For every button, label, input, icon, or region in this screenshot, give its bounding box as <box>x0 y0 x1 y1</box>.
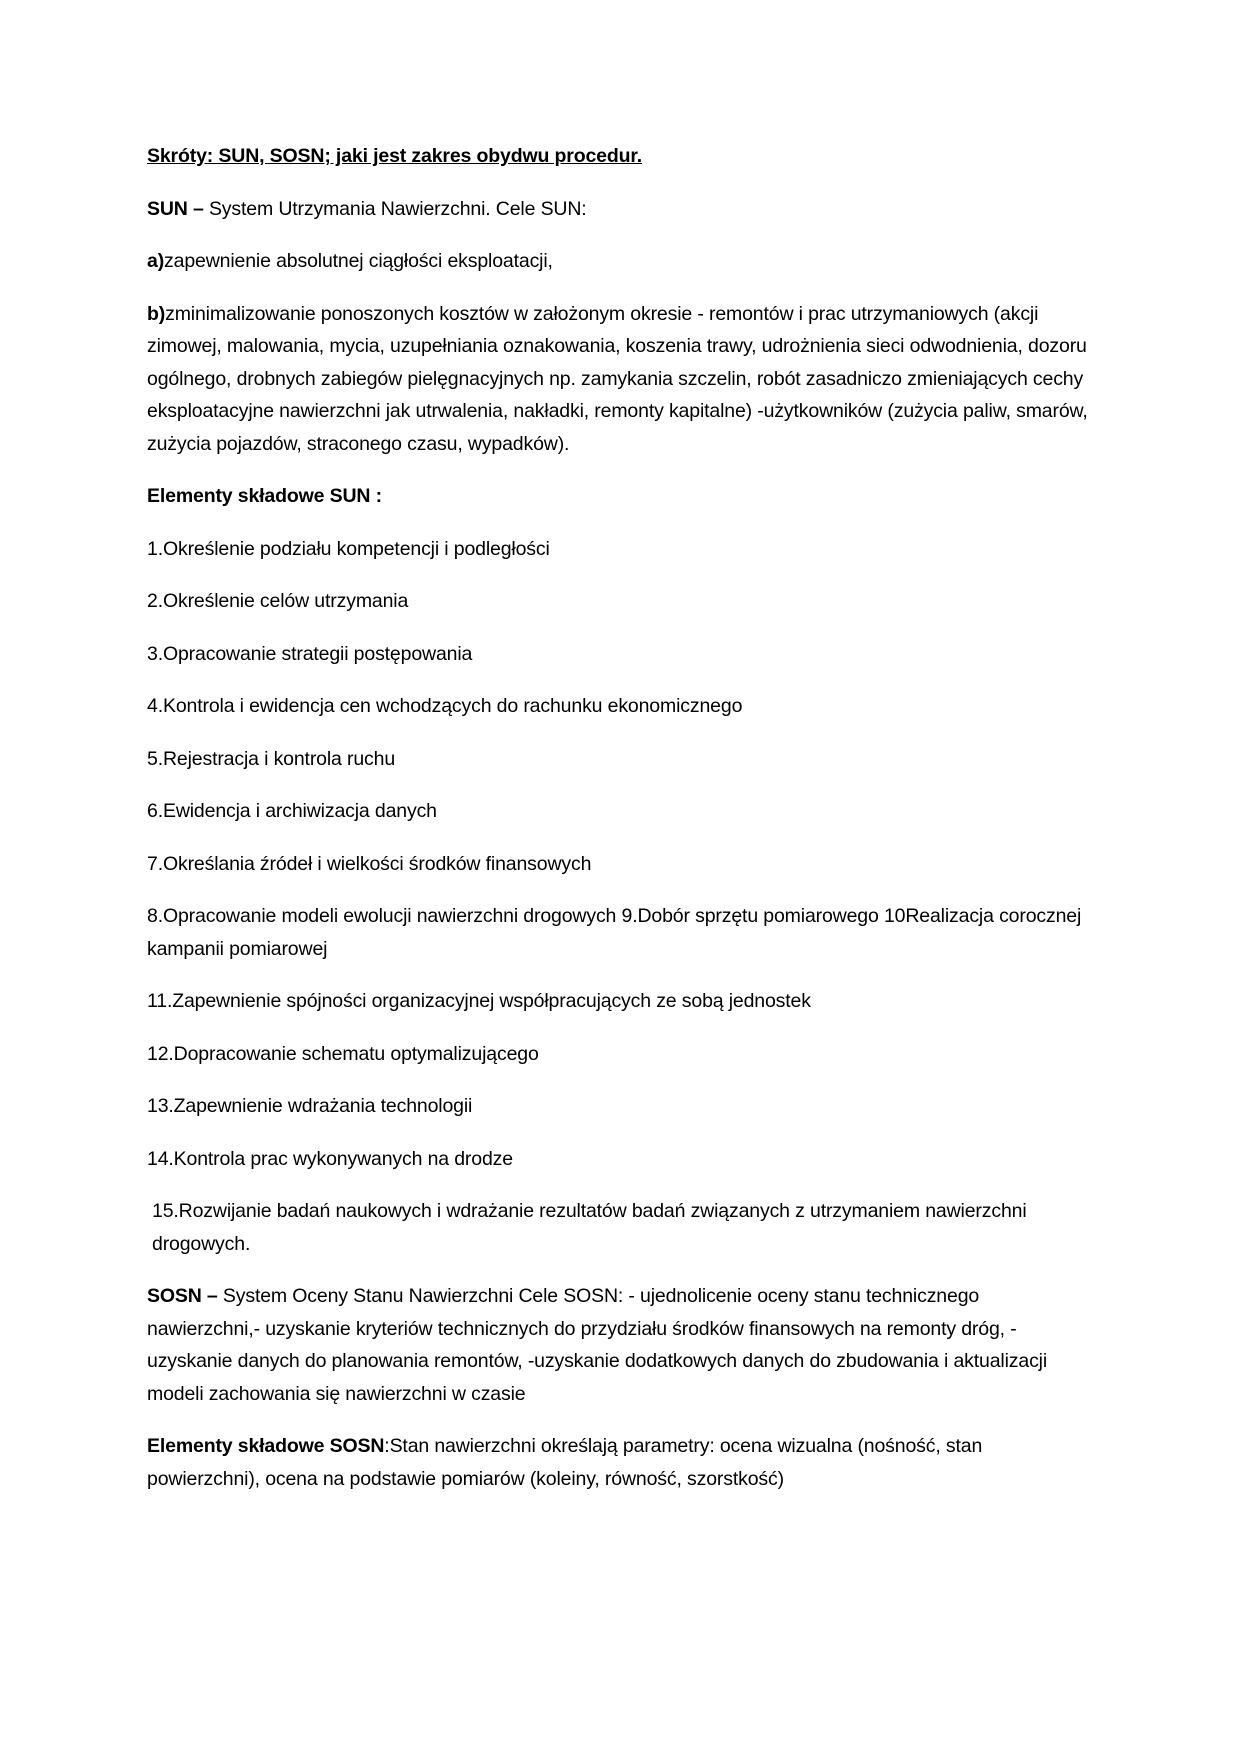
sun-element-item: 7.Określania źródeł i wielkości środków finansowych <box>147 852 592 875</box>
sosn-intro-paragraph <box>147 1280 1097 1410</box>
sun-element-item: 15.Rozwijanie badań naukowych i wdrażanie rezultatów badań związanych z utrzymaniem nawierzchni drogowych. <box>152 1200 1027 1255</box>
sun-element-item: 11.Zapewnienie spójności organizacyjnej współpracujących ze sobą jednostek <box>147 990 811 1012</box>
goal-b-text: zminimalizowanie ponoszonych kosztów w założonym okresie - remontów i prac utrzymaniowych (akcji zimowej, malowania, mycia, uzupełniania oznakowania, koszenia trawy, udrożnienia sieci odwodnienia, dozoru ogólnego, drobnych zabiegów pielęgnacyjnych np. zamykania szczelin, robót zasadniczo zmieniających cechy eksploatacyjne nawierzchni jak utrwalenia, nakładki, remonty kapitalne) -użytkowników (zużycia paliw, smarów, zużycia pojazdów, straconego czasu, wypadków). <box>147 302 1088 455</box>
document-page <box>147 140 1097 1515</box>
sun-element-item: 5.Rejestracja i kontrola ruchu <box>147 747 396 770</box>
sosn-elements-text: :Stan nawierzchni określają parametry: ocena wizualna (nośność, stan powierzchni), ocena na podstawie pomiarów (koleiny, równość, szorstkość) <box>147 1435 983 1490</box>
sun-elements-heading-label: Elementy składowe SUN <box>147 485 371 507</box>
sun-element-item: 14.Kontrola prac wykonywanych na drodze <box>147 1147 513 1170</box>
goal-a-text: zapewnienie absolutnej ciągłości eksploatacji, <box>164 250 553 272</box>
sun-intro-paragraph <box>147 193 1097 226</box>
sun-element-item: 1.Określenie podziału kompetencji i podległości <box>147 537 550 560</box>
sun-intro-text: System Utrzymania Nawierzchni. Cele SUN: <box>203 197 587 220</box>
goal-a-label: a) <box>147 250 165 272</box>
sun-element-item: 2.Określenie celów utrzymania <box>147 590 409 612</box>
sun-element-item: 12.Dopracowanie schematu optymalizującego <box>147 1042 539 1065</box>
goal-b-label: b) <box>147 302 166 325</box>
goal-b-paragraph <box>147 298 1097 461</box>
document-title: Skróty: SUN, SOSN; jaki jest zakres obydwu procedur. <box>147 145 643 167</box>
sun-elements-heading <box>147 480 1097 513</box>
sun-element-item: 6.Ewidencja i archiwizacja danych <box>147 800 437 822</box>
sosn-intro-text: System Oceny Stanu Nawierzchni Cele SOSN: - ujednolicenie oceny stanu technicznego nawierzchni,- uzyskanie kryteriów technicznych do przydziału środków finansowych na remonty dróg, -uzyskanie danych do planowania remontów, -uzyskanie dodatkowych danych do zbudowania i aktualizacji modeli zachowania się nawierzchni w czasie <box>147 1285 1048 1405</box>
sun-element-item: 8.Opracowanie modeli ewolucji nawierzchni drogowych 9.Dobór sprzętu pomiarowego 10Realizacja corocznej kampanii pomiarowej <box>147 905 1082 960</box>
goal-a-paragraph <box>147 245 1097 278</box>
sun-element-item: 3.Opracowanie strategii postępowania <box>147 642 473 665</box>
sun-element-item: 13.Zapewnienie wdrażania technologii <box>147 1095 473 1117</box>
sosn-intro-label: SOSN – <box>147 1285 218 1307</box>
sun-element-item: 4.Kontrola i ewidencja cen wchodzących do rachunku ekonomicznego <box>147 695 743 717</box>
sun-intro-label: SUN – <box>147 197 204 220</box>
sosn-elements-paragraph <box>147 1430 1097 1495</box>
sosn-elements-label: Elementy składowe SOSN <box>147 1435 385 1457</box>
sun-elements-heading-suffix: : <box>370 485 382 507</box>
